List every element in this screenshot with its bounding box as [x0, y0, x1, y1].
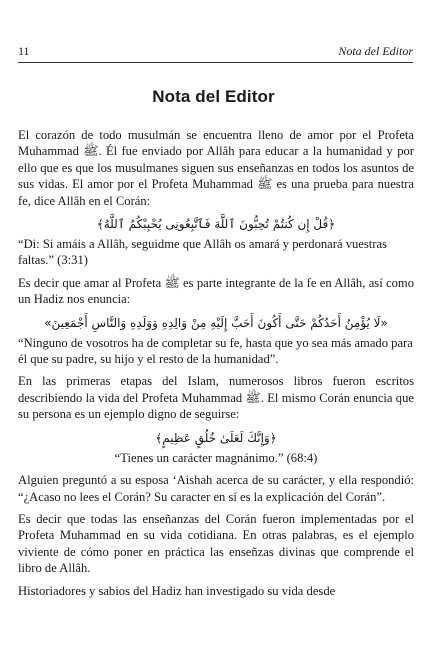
paragraph-5: Es decir que todas las enseñanzas del Corán fueron implementadas por el Profeta Muhammad en su vida cotidiana. En otras palabras, es el ejemplo viviente de cómo poner en práctica las enseñzas divinas que comprende el libro de Allâh.	[18, 511, 414, 576]
translation-quote-3: “Tienes un carácter magnánimo.” (68:4)	[114, 450, 318, 465]
arabic-verse-1: ﴿قُلْ إِن كُنتُمْ تُحِبُّونَ ٱللَّهَ فَٱتَّبِعُونِى يُحْبِبْكُمُ ٱللَّهُ﴾	[96, 217, 336, 232]
paragraph-1: El corazón de todo musulmán se encuentra lleno de amor por el Profeta Muhammad ﷺ. Él fue enviado por Allâh para educar a la humanidad y por ello que es que los musulmanes siguen sus enseñanzas en todos los asuntos de sus vidas. El amor por el Profeta Muhammad ﷺ es una prueba para nuestra fe, dice Allâh en el Corán:	[18, 128, 414, 208]
chapter-title: Nota del Editor	[152, 87, 275, 106]
paragraph-6: Historiadores y sabios del Hadiz han investigado su vida desde	[18, 583, 336, 598]
running-header	[18, 44, 413, 60]
body-text	[18, 127, 414, 605]
paragraph-2: Es decir que amar al Profeta ﷺ es parte integrante de la fe en Allâh, así como un Hadiz nos enuncia:	[18, 275, 414, 307]
running-title: Nota del Editor	[338, 44, 413, 58]
paragraph-4: Alguien preguntó a su esposa ‘Aishah acerca de su carácter, y ella respondió: “¿Acaso no lees el Corán? Su caracter en sí es la explicación del Corán”.	[18, 473, 414, 504]
arabic-hadith: «لَا يُؤْمِنُ أَحَدُكُمْ حَتَّى أَكُونَ أَحَبَّ إِلَيْهِ مِنْ وَالِدِهِ وَوَلَدِهِ وَالنَّاسِ أَجْمَعِينَ»	[44, 315, 388, 330]
translation-quote-2: “Ninguno de vosotros ha de completar su fe, hasta que yo sea más amado para él que su padre, su hijo y el resto de la humanidad”.	[18, 335, 413, 367]
arabic-verse-2: ﴿وَإِنَّكَ لَعَلَىٰ خُلُقٍ عَظِيمٍ﴾	[155, 430, 277, 445]
translation-quote-1: “Di: Si amáis a Allâh, seguidme que Allâh os amará y perdonará vuestras faltas.” (3:31)	[18, 237, 387, 268]
paragraph-3: En las primeras etapas del Islam, numerosos libros fueron escritos describiendo la vida del Profeta Muhammad ﷺ. El mismo Corán enuncia que su persona es un ejemplo digno de seguirse:	[18, 374, 414, 422]
header-divider	[18, 62, 413, 63]
page-number: 11	[18, 44, 30, 58]
